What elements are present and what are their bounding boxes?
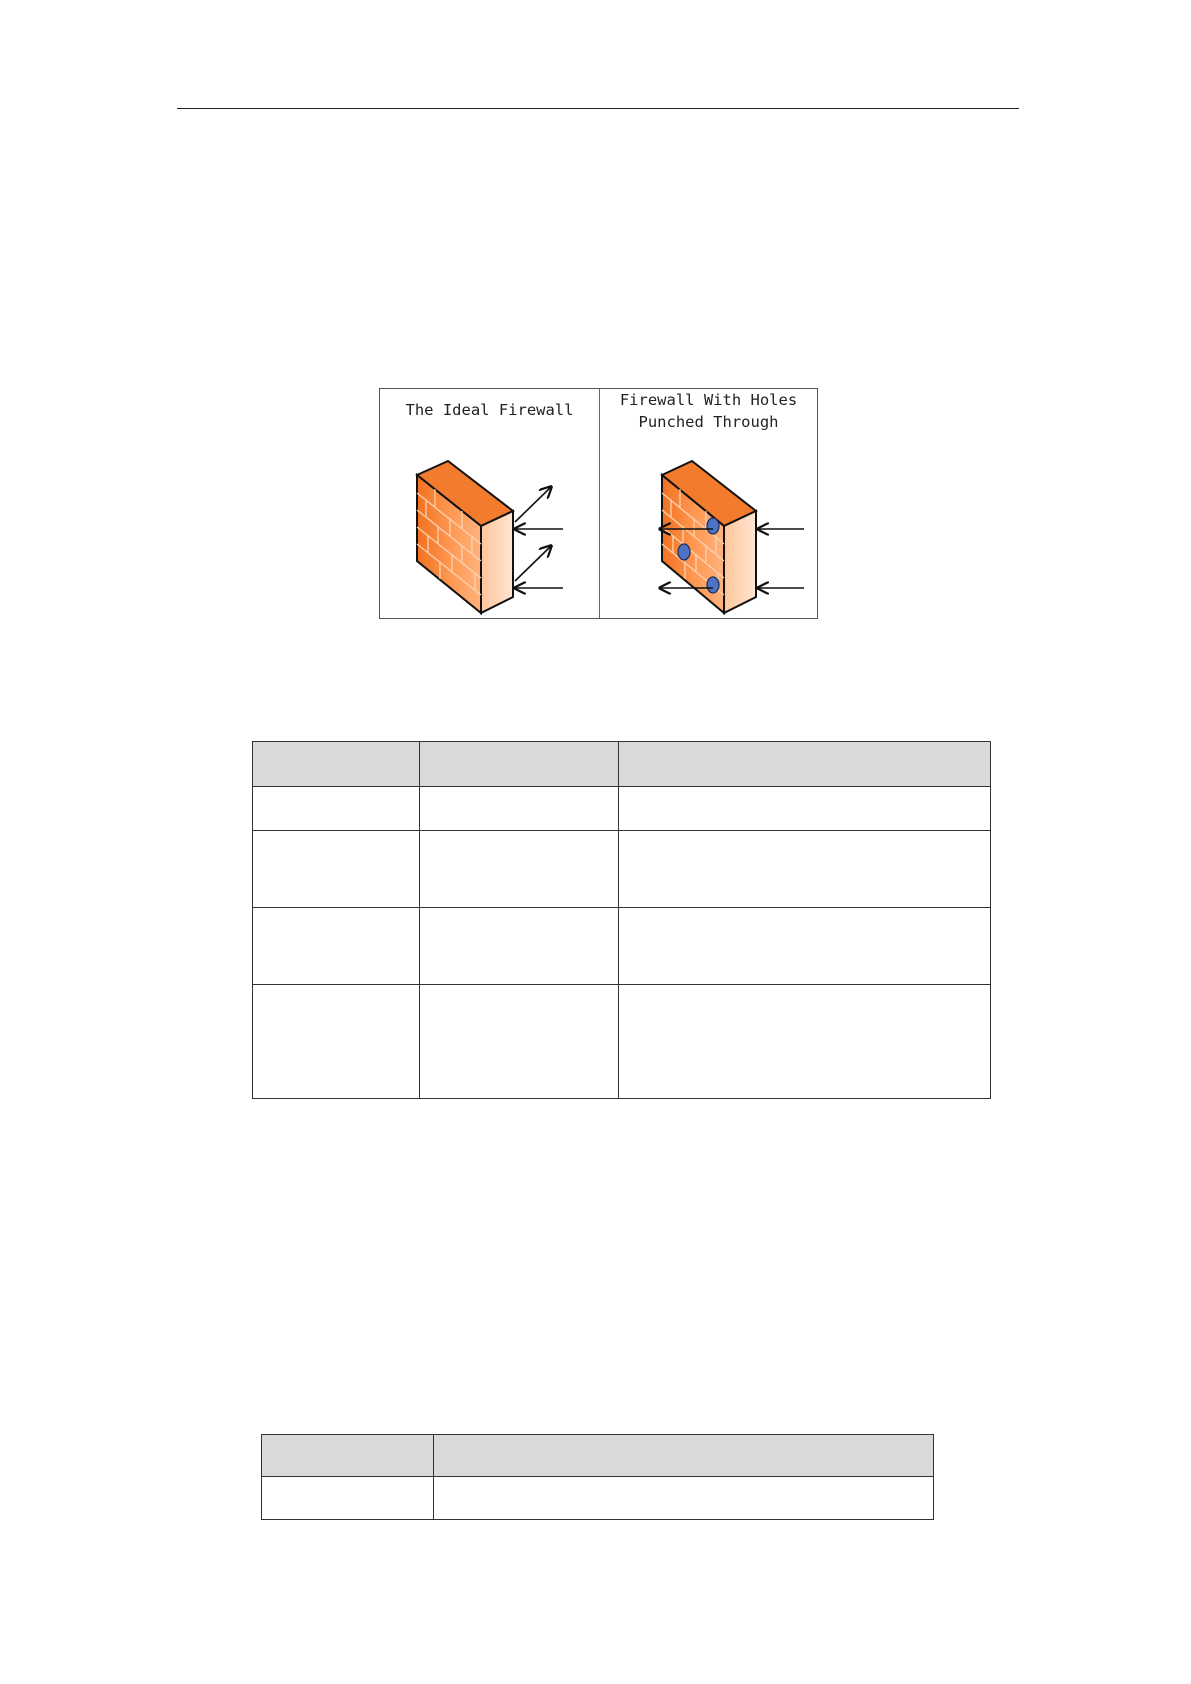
table-cell <box>619 908 991 985</box>
table-cell <box>619 787 991 831</box>
table-cell <box>619 831 991 908</box>
table-2 <box>261 1434 934 1520</box>
table-cell <box>420 985 619 1099</box>
header-rule <box>177 108 1019 109</box>
table-header-cell <box>253 742 420 787</box>
table-row <box>253 787 991 831</box>
table-row <box>253 985 991 1099</box>
table-header-cell <box>420 742 619 787</box>
table-row <box>262 1477 934 1520</box>
table-cell <box>262 1477 434 1520</box>
table-header-row <box>262 1435 934 1477</box>
table-cell <box>619 985 991 1099</box>
table-cell <box>253 831 420 908</box>
table-header-cell <box>619 742 991 787</box>
table-header-cell <box>262 1435 434 1477</box>
table-cell <box>420 787 619 831</box>
table-cell <box>253 908 420 985</box>
table-cell <box>253 787 420 831</box>
table-cell <box>420 831 619 908</box>
table-cell <box>434 1477 934 1520</box>
arrow-icon <box>515 487 563 588</box>
table-row <box>253 908 991 985</box>
table-cell <box>253 985 420 1099</box>
ideal-firewall-caption: The Ideal Firewall <box>405 401 574 419</box>
firewall-figure <box>379 388 818 619</box>
table-header-row <box>253 742 991 787</box>
brick-wall-with-holes-icon <box>600 389 817 618</box>
brick-wall-icon <box>380 389 599 618</box>
holes-firewall-panel <box>600 389 817 618</box>
holes-firewall-caption: Firewall With Holes Punched Through <box>619 391 798 431</box>
table-1 <box>252 741 991 1099</box>
table-cell <box>420 908 619 985</box>
ideal-firewall-panel <box>380 389 600 618</box>
table-row <box>253 831 991 908</box>
table-header-cell <box>434 1435 934 1477</box>
